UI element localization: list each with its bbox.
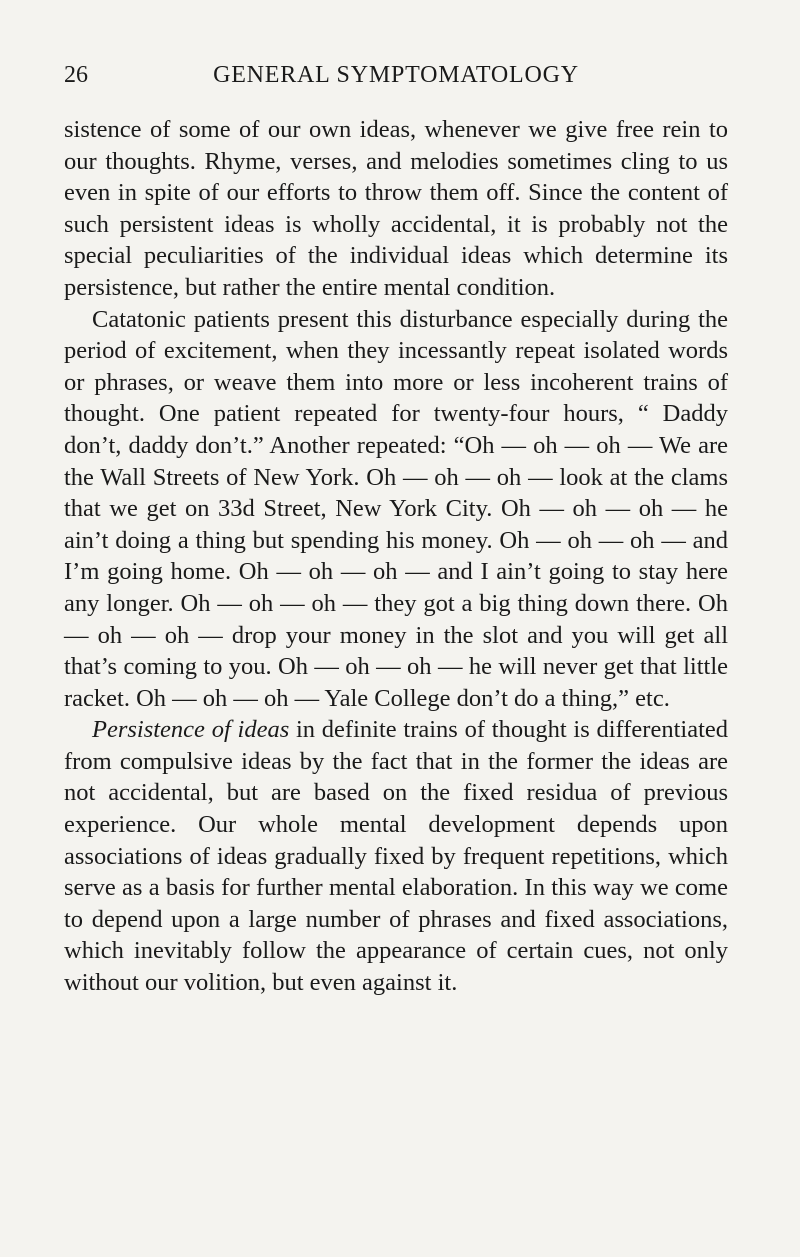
running-title: GENERAL SYMPTOMATOLOGY — [213, 62, 579, 88]
paragraph-continuation: sistence of some of our own ideas, whenever we give free rein to our thoughts. Rhyme, verses, and melodies sometimes cling to us even in spite of our efforts to throw them off. Since the content of such persistent ideas is wholly accidental, it is probably not the special peculiarities of the individual ideas which determine its persistence, but rather the entire mental condition. — [64, 116, 728, 301]
running-head — [64, 58, 728, 92]
paragraph-body: in definite trains of thought is differentiated from compulsive ideas by the fact that in the former the ideas are not accidental, but are based on the fixed residua of previous experience. Our whole mental development depends upon associations of ideas gradually fixed by frequent repetitions, which serve as a basis for further mental elaboration. In this way we come to depend upon a large number of phrases and fixed associations, which inevitably follow the appearance of certain cues, not only without our volition, but even against it. — [64, 716, 728, 997]
italic-lead-term: Persistence of ideas — [92, 716, 290, 744]
body-text — [64, 114, 728, 999]
page-number: 26 — [64, 62, 88, 88]
paragraph-persistence-of-ideas — [64, 714, 728, 998]
paragraph-catatonic-patients: Catatonic patients present this disturbance especially during the period of excitement, when they incessantly repeat isolated words or phrases, or weave them into more or less incoherent trains of thought. One patient repeated for twenty-four hours, “ Daddy don’t, daddy don’t.” Another repeated: “Oh — oh — oh — We are the Wall Streets of New York. Oh — oh — oh — look at the clams that we get on 33d Street, New York City. Oh — oh — oh — he ain’t doing a thing but spending his money. Oh — oh — oh — and I’m going home. Oh — oh — oh — and I ain’t going to stay here any longer. Oh — oh — oh — they got a big thing down there. Oh — oh — oh — drop your money in the slot and you will get all that’s coming to you. Oh — oh — oh — he will never get that little racket. Oh — oh — oh — Yale College don’t do a thing,” etc. — [64, 305, 728, 712]
